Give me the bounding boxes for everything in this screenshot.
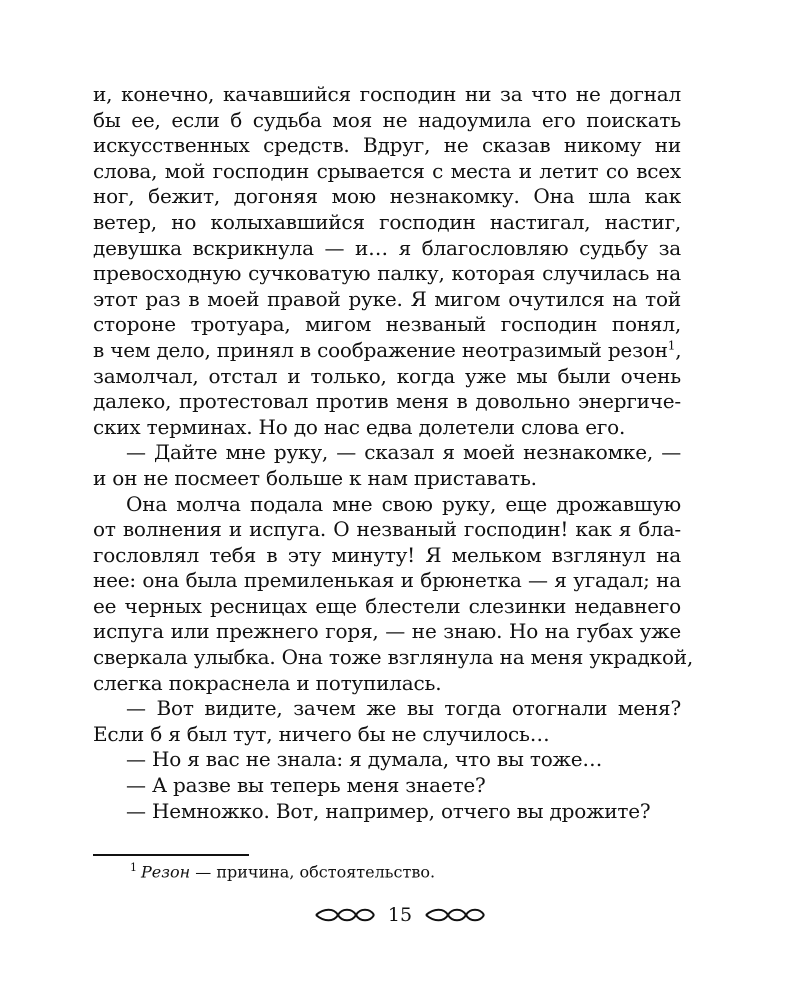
text-line: ног, бежит, догоняя мою незнакомку. Она шла как [93, 184, 681, 209]
text-line: и, конечно, качавшийся господин ни за что не догнал [93, 82, 681, 106]
page-folio [0, 900, 800, 930]
text-line: Она молча подала мне свою руку, еще дрожавшую [126, 491, 681, 516]
text-line: этот раз в моей правой руке. Я мигом очутился на той [93, 286, 681, 311]
text-line: гословлял тебя в эту минуту! Я мельком взглянул на [93, 542, 681, 567]
page-number: 15 [387, 904, 413, 926]
text-line: — Но я вас не знала: я думала, что вы тоже… [126, 747, 603, 772]
footnote-term: Резон [141, 862, 191, 882]
text-line: бы ее, если б судьба моя не надоумила его поискать [93, 107, 681, 132]
text-line: искусственных средств. Вдруг, не сказав никому ни [93, 133, 681, 158]
text-line: далеко, протестовал против меня в довольно энергиче- [93, 389, 681, 414]
text-line: стороне тротуара, мигом незваный господин понял, [93, 312, 681, 337]
text-line: слова, мой господин срывается с места и летит со всех [93, 158, 681, 183]
text-line: нее: она была премиленькая и брюнетка — я угадал; на [93, 568, 681, 593]
text-line: ских терминах. Но до нас едва долетели слова его. [93, 414, 626, 439]
footnote-divider [93, 854, 249, 856]
text-line: — Немножко. Вот, например, отчего вы дрожите? [126, 798, 651, 823]
text-line: в чем дело, принял в соображение неотразимый резон$^1$, [93, 337, 682, 362]
text-line: — Вот видите, зачем же вы тогда отогнали меня? [126, 696, 681, 721]
text-line: сверкала улыбка. Она тоже взглянула на меня украдкой, [93, 645, 694, 670]
right-flourish-icon [424, 906, 486, 924]
footnote-reference[interactable]: 1 [667, 338, 676, 353]
text-line: — Дайте мне руку, — сказал я моей незнакомке, — [126, 440, 681, 465]
text-line: от волнения и испуга. О незваный господин! как я бла- [93, 517, 681, 542]
text-line: ее черных ресницах еще блестели слезинки недавнего [93, 593, 681, 618]
footnote-number: 1 [130, 861, 137, 874]
body-text [93, 82, 694, 824]
footnote [93, 861, 681, 881]
text-line: испуга или прежнего горя, — не знаю. Но на губах уже [93, 619, 681, 644]
footnote-definition: — причина, обстоятельство. [190, 862, 436, 882]
text-line: девушка вскрикнула — и… я благословляю судьбу за [93, 235, 681, 260]
text-line: превосходную сучковатую палку, которая случилась на [93, 261, 681, 286]
text-line: Если б я был тут, ничего бы не случилось… [93, 721, 550, 746]
text-line: — А разве вы теперь меня знаете? [126, 773, 486, 798]
text-line: замолчал, отстал и только, когда уже мы были очень [93, 363, 681, 388]
text-line: ветер, но колыхавшийся господин настигал, настиг, [93, 209, 681, 234]
left-flourish-icon [314, 906, 376, 924]
text-line: и он не посмеет больше к нам приставать. [93, 465, 537, 490]
text-line: слегка покраснела и потупилась. [93, 670, 442, 695]
